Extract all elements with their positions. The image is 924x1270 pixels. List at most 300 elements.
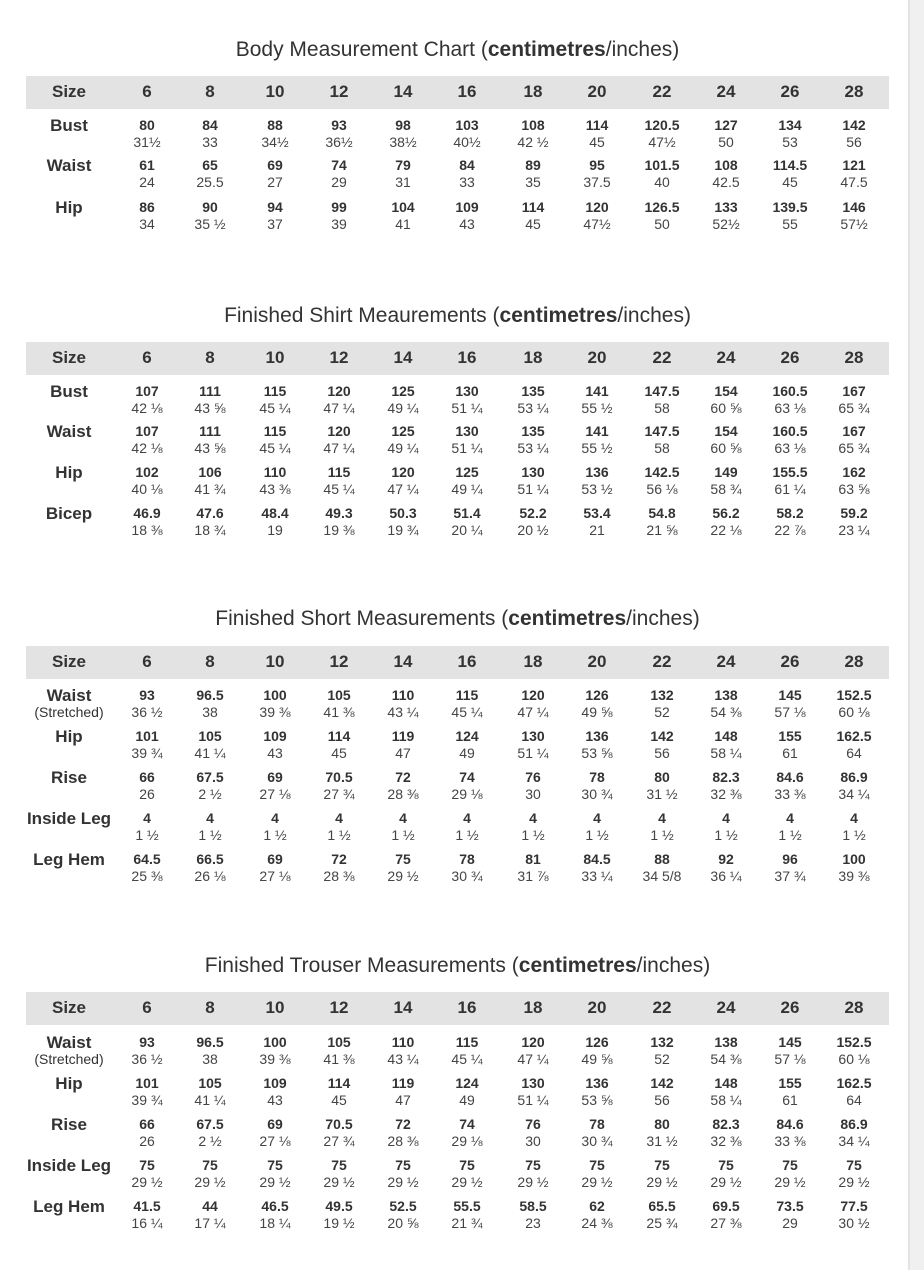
value-cm: 69	[267, 1116, 283, 1132]
value-cm: 84	[459, 157, 475, 173]
table-title	[26, 954, 889, 978]
value-inches: 65 ¾	[838, 400, 870, 416]
size-header-22: 22	[652, 652, 672, 671]
value-cm: 75	[202, 1157, 218, 1173]
row-label-rise: Rise	[51, 1115, 87, 1134]
value-inches: 27 ⅛	[259, 786, 291, 802]
value-inches: 30 ¾	[581, 786, 613, 802]
value-inches: 61	[782, 1092, 798, 1108]
row-label-waist: Waist	[46, 422, 92, 441]
value-inches: 60 ⅝	[710, 440, 742, 456]
value-cm: 126	[585, 1034, 609, 1050]
value-inches: 45	[525, 216, 541, 232]
value-inches: 27 ¾	[323, 786, 355, 802]
value-inches: 40	[654, 174, 670, 190]
size-header-14: 14	[393, 348, 413, 367]
value-inches: 58	[654, 400, 670, 416]
value-inches: 53 ½	[581, 481, 613, 497]
value-cm: 155	[778, 728, 802, 744]
value-inches: 41 ¾	[194, 481, 226, 497]
value-inches: 47 ¼	[387, 481, 419, 497]
value-inches: 30 ¾	[451, 868, 483, 884]
value-cm: 96	[782, 851, 798, 867]
value-inches: 58	[654, 440, 670, 456]
value-cm: 108	[714, 157, 738, 173]
row-label-leg-hem: Leg Hem	[33, 1197, 105, 1216]
value-cm: 120.5	[644, 117, 680, 133]
table-title-suffix: /inches)	[605, 38, 680, 61]
value-inches: 43 ⅝	[194, 400, 226, 416]
value-inches: 29 ½	[451, 1174, 483, 1190]
value-inches: 55 ½	[581, 400, 613, 416]
value-cm: 130	[521, 464, 545, 480]
value-cm: 142	[650, 1075, 674, 1091]
value-inches: 47	[395, 1092, 411, 1108]
value-cm: 135	[521, 423, 545, 439]
value-inches: 36 ½	[131, 704, 163, 720]
value-inches: 57½	[840, 216, 868, 232]
value-inches: 47.5	[840, 174, 868, 190]
value-inches: 29	[331, 174, 347, 190]
value-inches: 40 ⅛	[131, 481, 163, 497]
value-cm: 145	[778, 1034, 802, 1050]
row-label-bicep: Bicep	[45, 504, 93, 523]
value-inches: 18 ¾	[194, 522, 226, 538]
table-title-unit: centimetres	[487, 38, 606, 61]
value-cm: 4	[850, 810, 858, 826]
size-header-20: 20	[587, 998, 607, 1017]
value-inches: 49 ⅝	[581, 1051, 613, 1067]
value-cm: 4	[463, 810, 471, 826]
value-cm: 75	[846, 1157, 862, 1173]
size-header-20: 20	[587, 652, 607, 671]
value-inches: 35 ½	[194, 216, 226, 232]
value-inches: 58 ¼	[710, 745, 742, 761]
value-cm: 126	[585, 687, 609, 703]
value-cm: 49.5	[325, 1198, 353, 1214]
value-inches: 1 ½	[198, 827, 222, 843]
value-inches: 20 ⅝	[387, 1215, 419, 1231]
value-cm: 79	[395, 157, 411, 173]
value-inches: 45	[331, 745, 347, 761]
table-title-suffix: /inches)	[636, 954, 711, 977]
value-inches: 33 ¼	[581, 868, 613, 884]
size-header-24: 24	[716, 82, 736, 101]
size-header-6: 6	[142, 652, 152, 671]
value-inches: 34 ¼	[838, 1133, 870, 1149]
value-inches: 61	[782, 745, 798, 761]
value-cm: 74	[459, 1116, 475, 1132]
value-cm: 136	[585, 728, 609, 744]
size-header-20: 20	[587, 82, 607, 101]
value-inches: 57 ⅛	[774, 1051, 806, 1067]
value-inches: 47½	[648, 134, 676, 150]
value-inches: 56	[654, 1092, 670, 1108]
value-cm: 142.5	[644, 464, 680, 480]
value-inches: 29 ½	[581, 1174, 613, 1190]
value-cm: 124	[455, 728, 479, 744]
value-cm: 147.5	[644, 383, 680, 399]
value-cm: 110	[263, 464, 287, 480]
value-cm: 154	[714, 383, 738, 399]
value-inches: 63 ⅛	[774, 400, 806, 416]
value-inches: 28 ⅜	[323, 868, 355, 884]
size-header-26: 26	[780, 82, 800, 101]
value-cm: 75	[395, 851, 411, 867]
value-inches: 37 ¾	[774, 868, 806, 884]
value-cm: 4	[658, 810, 666, 826]
value-cm: 114	[327, 728, 351, 744]
value-inches: 61 ¼	[774, 481, 806, 497]
value-inches: 43	[267, 745, 283, 761]
table-title-unit: centimetres	[499, 304, 618, 327]
value-cm: 76	[525, 1116, 541, 1132]
value-cm: 115	[327, 464, 351, 480]
value-cm: 46.5	[261, 1198, 289, 1214]
value-cm: 96.5	[196, 1034, 224, 1050]
value-inches: 42.5	[712, 174, 740, 190]
value-inches: 37.5	[583, 174, 611, 190]
value-inches: 21 ¾	[451, 1215, 483, 1231]
value-inches: 51 ¼	[517, 481, 549, 497]
value-inches: 49	[459, 1092, 475, 1108]
value-inches: 41 ¼	[194, 1092, 226, 1108]
value-inches: 1 ½	[842, 827, 866, 843]
value-cm: 114.5	[772, 157, 808, 173]
value-cm: 114	[521, 199, 545, 215]
value-cm: 84.6	[776, 1116, 804, 1132]
value-cm: 46.9	[133, 505, 161, 521]
value-inches: 50	[654, 216, 670, 232]
row-label-leg-hem: Leg Hem	[33, 850, 105, 869]
value-cm: 160.5	[772, 383, 808, 399]
value-inches: 29 ½	[387, 1174, 419, 1190]
value-inches: 16 ¼	[131, 1215, 163, 1231]
value-inches: 21	[589, 522, 605, 538]
value-cm: 109	[263, 728, 287, 744]
value-cm: 4	[143, 810, 151, 826]
value-cm: 105	[198, 728, 222, 744]
value-inches: 41 ⅜	[323, 1051, 355, 1067]
size-header-14: 14	[393, 82, 413, 101]
value-cm: 119	[391, 1075, 415, 1091]
value-inches: 29 ½	[194, 1174, 226, 1190]
value-cm: 93	[139, 687, 155, 703]
value-cm: 120	[391, 464, 415, 480]
value-cm: 121	[842, 157, 866, 173]
value-cm: 4	[722, 810, 730, 826]
value-inches: 29 ½	[323, 1174, 355, 1190]
value-cm: 72	[331, 851, 347, 867]
value-cm: 115	[263, 383, 287, 399]
value-cm: 155.5	[772, 464, 808, 480]
value-inches: 50	[718, 134, 734, 150]
value-cm: 67.5	[196, 769, 224, 785]
value-cm: 72	[395, 1116, 411, 1132]
row-label-rise: Rise	[51, 768, 87, 787]
value-cm: 139.5	[772, 199, 808, 215]
value-inches: 45 ¼	[259, 440, 291, 456]
value-inches: 41	[395, 216, 411, 232]
value-cm: 142	[842, 117, 866, 133]
value-inches: 33	[202, 134, 218, 150]
value-cm: 111	[199, 423, 221, 439]
row-label-inside-leg: Inside Leg	[26, 1156, 112, 1175]
value-inches: 41 ¼	[194, 745, 226, 761]
value-cm: 84	[202, 117, 218, 133]
value-cm: 62	[589, 1198, 605, 1214]
value-inches: 17 ¼	[194, 1215, 226, 1231]
value-cm: 141	[585, 423, 609, 439]
value-cm: 69.5	[712, 1198, 740, 1214]
value-cm: 115	[455, 687, 479, 703]
value-cm: 93	[331, 117, 347, 133]
table-title-prefix: Finished Trouser Measurements (	[204, 954, 519, 977]
value-inches: 47 ¼	[323, 400, 355, 416]
value-cm: 80	[654, 769, 670, 785]
value-inches: 43	[459, 216, 475, 232]
value-inches: 34 5/8	[642, 868, 682, 884]
value-inches: 47 ¼	[517, 704, 549, 720]
value-cm: 95	[589, 157, 605, 173]
size-header-26: 26	[780, 348, 800, 367]
size-header-label: Size	[51, 998, 87, 1017]
value-cm: 78	[589, 769, 605, 785]
value-inches: 29 ⅛	[451, 1133, 483, 1149]
value-inches: 1 ½	[327, 827, 351, 843]
value-inches: 45	[589, 134, 605, 150]
value-cm: 75	[782, 1157, 798, 1173]
value-cm: 75	[654, 1157, 670, 1173]
value-cm: 107	[135, 383, 159, 399]
value-cm: 75	[395, 1157, 411, 1173]
value-inches: 31 ½	[646, 786, 678, 802]
value-inches: 34½	[261, 134, 289, 150]
size-header-10: 10	[265, 998, 285, 1017]
value-cm: 66	[139, 769, 155, 785]
value-cm: 100	[842, 851, 866, 867]
value-cm: 130	[521, 1075, 545, 1091]
value-cm: 66.5	[196, 851, 224, 867]
value-cm: 147.5	[644, 423, 680, 439]
size-header-22: 22	[652, 348, 672, 367]
size-header-10: 10	[265, 348, 285, 367]
value-cm: 109	[263, 1075, 287, 1091]
value-cm: 69	[267, 769, 283, 785]
value-inches: 60 ⅝	[710, 400, 742, 416]
value-inches: 65 ¾	[838, 440, 870, 456]
value-cm: 75	[718, 1157, 734, 1173]
value-inches: 49 ¼	[451, 481, 483, 497]
table-title-prefix: Finished Short Measurements (	[215, 607, 509, 630]
value-cm: 72	[395, 769, 411, 785]
value-inches: 63 ⅛	[774, 440, 806, 456]
size-header-28: 28	[844, 652, 864, 671]
value-cm: 82.3	[712, 769, 740, 785]
value-cm: 154	[714, 423, 738, 439]
value-cm: 155	[778, 1075, 802, 1091]
value-inches: 24	[139, 174, 155, 190]
value-cm: 77.5	[840, 1198, 868, 1214]
value-cm: 110	[391, 1034, 415, 1050]
value-cm: 141	[585, 383, 609, 399]
value-cm: 78	[589, 1116, 605, 1132]
value-inches: 45 ¼	[323, 481, 355, 497]
value-cm: 74	[331, 157, 347, 173]
value-inches: 1 ½	[650, 827, 674, 843]
value-inches: 18 ¼	[259, 1215, 291, 1231]
value-inches: 1 ½	[521, 827, 545, 843]
value-inches: 49 ¼	[387, 400, 419, 416]
value-inches: 39 ⅜	[259, 704, 291, 720]
size-header-label: Size	[51, 82, 87, 101]
value-inches: 53 ¼	[517, 400, 549, 416]
value-cm: 69	[267, 157, 283, 173]
value-cm: 105	[327, 687, 351, 703]
value-inches: 47 ¼	[517, 1051, 549, 1067]
size-header-12: 12	[329, 998, 349, 1017]
row-label-hip: Hip	[55, 198, 83, 217]
value-inches: 54 ⅜	[710, 704, 742, 720]
value-inches: 47	[395, 745, 411, 761]
value-inches: 36½	[325, 134, 353, 150]
value-inches: 45	[782, 174, 798, 190]
value-inches: 52	[654, 1051, 670, 1067]
value-cm: 50.3	[389, 505, 417, 521]
value-inches: 55 ½	[581, 440, 613, 456]
value-cm: 86	[139, 199, 155, 215]
value-cm: 4	[786, 810, 794, 826]
value-cm: 84.6	[776, 769, 804, 785]
value-inches: 58 ¼	[710, 1092, 742, 1108]
value-inches: 38½	[389, 134, 417, 150]
size-header-10: 10	[265, 82, 285, 101]
size-header-8: 8	[205, 348, 215, 367]
value-cm: 162	[842, 464, 866, 480]
value-inches: 1 ½	[585, 827, 609, 843]
value-cm: 124	[455, 1075, 479, 1091]
value-inches: 43	[267, 1092, 283, 1108]
value-inches: 25.5	[196, 174, 224, 190]
value-cm: 152.5	[836, 687, 872, 703]
value-cm: 111	[199, 383, 221, 399]
size-header-18: 18	[523, 998, 543, 1017]
value-inches: 29 ½	[131, 1174, 163, 1190]
value-inches: 2 ½	[198, 786, 222, 802]
size-header-12: 12	[329, 82, 349, 101]
page-edge-shadow	[910, 0, 924, 1270]
value-inches: 19 ⅜	[323, 522, 355, 538]
value-cm: 136	[585, 464, 609, 480]
value-inches: 1 ½	[391, 827, 415, 843]
value-cm: 44	[202, 1198, 218, 1214]
size-header-label: Size	[51, 652, 87, 671]
value-inches: 1 ½	[263, 827, 287, 843]
size-header-22: 22	[652, 998, 672, 1017]
value-cm: 88	[267, 117, 283, 133]
table-title	[26, 304, 889, 328]
value-inches: 29 ½	[259, 1174, 291, 1190]
value-cm: 54.8	[648, 505, 676, 521]
value-cm: 120	[585, 199, 609, 215]
value-cm: 101	[135, 728, 159, 744]
value-cm: 66	[139, 1116, 155, 1132]
size-header-20: 20	[587, 348, 607, 367]
value-inches: 36 ½	[131, 1051, 163, 1067]
value-cm: 51.4	[453, 505, 481, 521]
table-title-unit: centimetres	[508, 607, 627, 630]
value-cm: 61	[139, 157, 155, 173]
value-inches: 55	[782, 216, 798, 232]
value-cm: 69	[267, 851, 283, 867]
value-cm: 132	[650, 687, 674, 703]
value-cm: 133	[714, 199, 738, 215]
value-inches: 52	[654, 704, 670, 720]
value-cm: 70.5	[325, 769, 353, 785]
value-inches: 43 ⅝	[194, 440, 226, 456]
value-inches: 64	[846, 745, 862, 761]
value-cm: 41.5	[133, 1198, 161, 1214]
value-cm: 93	[139, 1034, 155, 1050]
size-header-6: 6	[142, 998, 152, 1017]
value-cm: 75	[589, 1157, 605, 1173]
value-inches: 53 ¼	[517, 440, 549, 456]
table-header-row	[26, 342, 889, 375]
size-header-18: 18	[523, 652, 543, 671]
value-inches: 42 ⅛	[131, 440, 163, 456]
value-cm: 103	[455, 117, 479, 133]
size-header-6: 6	[142, 348, 152, 367]
value-inches: 19 ½	[323, 1215, 355, 1231]
size-header-24: 24	[716, 348, 736, 367]
value-inches: 32 ⅜	[710, 786, 742, 802]
value-cm: 120	[327, 423, 351, 439]
value-inches: 45 ¼	[259, 400, 291, 416]
value-inches: 34 ¼	[838, 786, 870, 802]
value-inches: 51 ¼	[517, 745, 549, 761]
value-cm: 78	[459, 851, 475, 867]
value-cm: 58.2	[776, 505, 804, 521]
value-inches: 27 ¾	[323, 1133, 355, 1149]
value-cm: 84.5	[583, 851, 611, 867]
value-inches: 60 ⅛	[838, 704, 870, 720]
value-cm: 125	[455, 464, 479, 480]
value-inches: 63 ⅝	[838, 481, 870, 497]
value-inches: 47½	[583, 216, 611, 232]
value-inches: 58 ¾	[710, 481, 742, 497]
value-cm: 135	[521, 383, 545, 399]
value-cm: 70.5	[325, 1116, 353, 1132]
value-inches: 37	[267, 216, 283, 232]
size-header-6: 6	[142, 82, 152, 101]
value-cm: 105	[327, 1034, 351, 1050]
value-cm: 89	[525, 157, 541, 173]
value-cm: 100	[263, 687, 287, 703]
value-inches: 29 ½	[838, 1174, 870, 1190]
size-header-28: 28	[844, 348, 864, 367]
value-inches: 51 ¼	[451, 400, 483, 416]
value-cm: 86.9	[840, 769, 868, 785]
value-cm: 130	[521, 728, 545, 744]
value-inches: 39 ¾	[131, 745, 163, 761]
row-label-waist: Waist	[46, 1033, 92, 1052]
value-inches: 34	[139, 216, 155, 232]
value-inches: 27	[267, 174, 283, 190]
value-cm: 55.5	[453, 1198, 481, 1214]
value-inches: 31	[395, 174, 411, 190]
value-inches: 27 ⅛	[259, 1133, 291, 1149]
size-header-24: 24	[716, 652, 736, 671]
